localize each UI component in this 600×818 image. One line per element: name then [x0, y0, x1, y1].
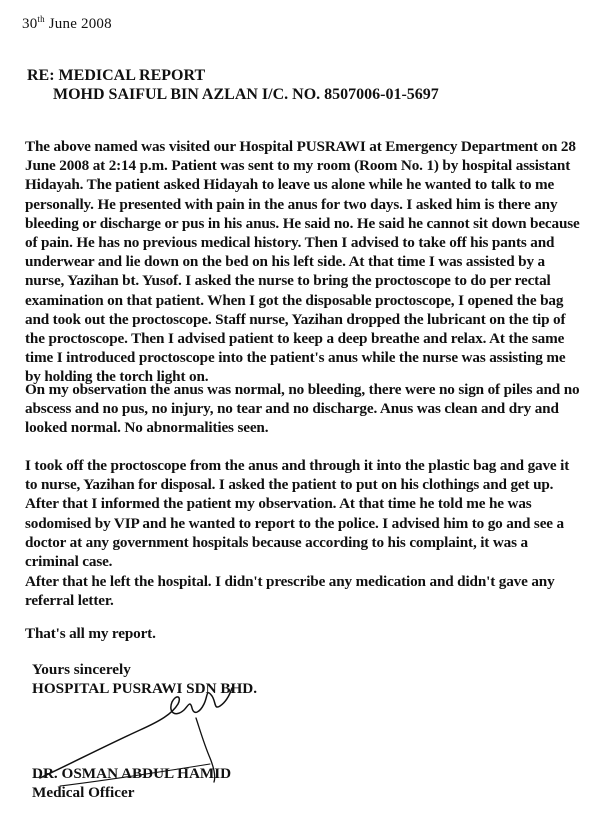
date-day: 30 [22, 16, 38, 32]
patient-identification: MOHD SAIFUL BIN AZLAN I/C. NO. 8507006-01-5697 [53, 86, 439, 103]
paragraph-conclusion: That's all my report. [25, 625, 156, 642]
paragraph-disposal-and-advice: I took off the proctoscope from the anus and through it into the plastic bag and gave it to nurse, Yazihan for disposal. I asked the patient to put on his clothings and get up. After that I informed the patient my observation. At that time he told me he was sodomised by VIP and he wanted to report to the police. I advised him to go and see a doctor at any government hospitals because according to his complaint, it was a criminal case. [25, 457, 570, 571]
paragraph-examination-narrative: The above named was visited our Hospital PUSRAWI at Emergency Department on 28 June 2008 at 2:14 p.m. Patient was sent to my room (Room No. 1) by hospital assistant Hidayah. The patient asked Hidayah to leave us alone while he wanted to talk to me personally. He presented with pain in the anus for two days. I asked him is there any bleeding or discharge or pus in his anus. He said no. He said he cannot sit down because of pain. He has no previous medical history. Then I advised to take off his pants and underwear and lie down on the bed on his left side. At that time I was assisted by a nurse, Yazihan bt. Yusof. I asked the nurse to bring the proctoscope to do per rectal examination on that patient. When I got the disposable proctoscope, I opened the bag and took out the proctoscope. Staff nurse, Yazihan dropped the lubricant on the tip of the proctoscope. Then I advised patient to keep a deep breathe and relax. At the same time I introduced proctoscope into the patient's anus while the nurse was assisting me by holding the torch light on. [25, 138, 580, 386]
subject-block [27, 66, 439, 104]
subject-line: RE: MEDICAL REPORT [27, 67, 206, 84]
salutation: Yours sincerely [32, 661, 131, 678]
letter-date [22, 16, 112, 33]
signatory-title: Medical Officer [32, 784, 135, 801]
date-suffix: th [37, 14, 45, 24]
paragraph-departure: After that he left the hospital. I didn't prescribe any medication and didn't gave any referral letter. [25, 573, 555, 610]
paragraph-observation: On my observation the anus was normal, no bleeding, there were no sign of piles and no abscess and no pus, no injury, no tear and no discharge. Anus was clean and dry and looked normal. No abnormalities seen. [25, 381, 580, 437]
hospital-name: HOSPITAL PUSRAWI SDN BHD. [32, 680, 258, 697]
signatory-block [32, 764, 231, 802]
signatory-name: DR. OSMAN ABDUL HAMID [32, 765, 232, 782]
date-month-year: June 2008 [44, 16, 112, 32]
